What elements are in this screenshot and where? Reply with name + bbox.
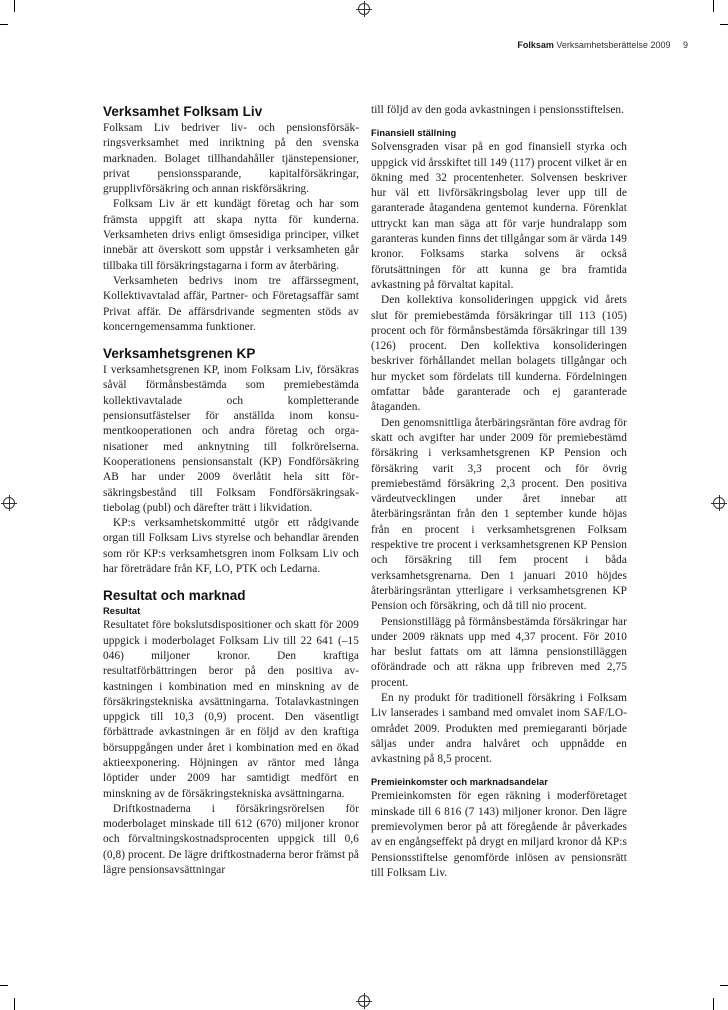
paragraph: Resultatet före bokslutsdispositioner och skatt för 2009 uppgick i moderbolaget Folksam Liv till 22 641 (–15 046) miljoner kronor. Den kraftiga resultatförbättringen beror på den positiva avkastningen i kombination med en minskning av de försäkringstekniska avsättningarna. Totalavkastningen uppgick till 10,3 (0,9) procent. Den väsentligt förbättrade avkastningen är en följd av den kraftiga börsuppgången under året i kombination med en ökad aktieexponering. Höjningen av räntor med långa löptider under 2009 har samtidigt medfört en minskning av de försäkringstekniska avsättningarna. (103, 619, 359, 800)
crop-mark (0, 24, 8, 25)
crop-mark (0, 985, 8, 986)
registration-mark-icon (358, 995, 370, 1007)
paragraph: I verksamhetsgrenen KP, inom Folksam Liv, försäkras såväl förmånsbestämda som premiebestämda kollektivavtalade och kompletterande pensionsutfästelser för anställda inom konsumentkooperationen och andra företag och organisationer med anknytning till folkrörelserna. Kooperationens pensionsanstalt (KP) Fondförsäkring AB har under 2009 överlåtit hela sitt försäkringsbestånd till Folksam Fondförsäkringsaktiebolag (publ) och därefter trätt i likvidation. (103, 364, 359, 514)
right-column (371, 103, 627, 881)
registration-mark-icon (3, 497, 15, 509)
left-column (103, 103, 359, 878)
paragraph: KP:s verksamhetskommitté utgör ett rådgivande organ till Folksam Livs styrelse och behandlar ärenden som rör KP:s verksamhetsgren inom Folksam Liv och har företrädare från KF, LO, PTK och Ledarna. (103, 517, 359, 576)
registration-mark-icon (358, 3, 370, 15)
header-brand: Folksam (517, 40, 554, 50)
section-heading-kp: Verksamhetsgrenen KP (103, 346, 256, 362)
crop-mark (720, 985, 728, 986)
subheading-resultat: Resultat (103, 606, 141, 617)
paragraph: Den genomsnittliga återbäringsräntan före avdrag för skatt och avgifter har under 2009 för premiebestämd försäkring i verksamhetsgrenen KP Pension och försäkring varit 3,3 procent och för övrig premiebestämd försäkring 2,3 procent. Den positiva värdeutvecklingen under året innebar att återbäringsräntan från den 1 september kunde höjas från en procent i verksamhetsgrenen Folksam respektive tre procent i verksamhetsgrenen KP Pension och försäkring till fem procent i båda verksamhetsgrenarna. Den 1 januari 2010 höjdes återbäringsräntan ytterligare i verksamhetsgrenen KP Pension och försäkring, och då till nio procent. (371, 416, 627, 613)
paragraph: Premieinkomsten för egen räkning i moderföretaget minskade till 6 816 (7 143) miljoner kronor. Den lägre premievolymen beror på att föregående år påverkades av en engångseffekt på drygt en miljard kronor då KP:s Pensionsstiftelse genomförde inlösen av pensionsrätt till Folksam Liv. (371, 790, 627, 879)
crop-mark (713, 998, 714, 1010)
paragraph: Solvensgraden visar på en god finansiell styrka och uppgick vid årsskiftet till 149 (117) procent vilket är en ökning med 32 procentenheter. Solvensen beskriver hur väl ett livförsäkringsbolag lever upp till de garanterade åtagandena gentemot kunderna. Förenklat uttryckt kan man säga att för varje hundralapp som garanteras kunden finns det tillgångar som är värda 149 kronor. Folksams starka solvens är också förutsättningen för att kunna ge bra framtida avkastning på förvaltat kapital. (371, 141, 627, 291)
crop-mark (720, 24, 728, 25)
paragraph: Folksam Liv är ett kundägt företag och har som främsta uppgift att skapa nytta för kunderna. Verksamheten drivs enligt ömsesidiga principer, vilket innebär att överskott som uppstår i verksamheten går tillbaka till försäkringstagarna i form av återbäring. (103, 198, 359, 272)
section-heading-verksamhet: Verksamhet Folksam Liv (103, 104, 263, 119)
crop-mark (14, 0, 15, 12)
paragraph: Verksamheten bedrivs inom tre affärssegment, Kollektivavtalad affär, Partner- och Företagsaffär samt Privat affär. De affärsdrivande segmenten stöds av koncerngemensamma funktioner. (103, 274, 359, 333)
paragraph: En ny produkt för traditionell försäkring i Folksam Liv lanserades i samband med omvalet inom SAF/LO-området 2009. Produkten med premiegaranti började säljas under andra halvåret och uppnådde en avkastning på 8,5 procent. (371, 691, 627, 766)
subheading-premieinkomster: Premieinkomster och marknadsandelar (371, 777, 548, 788)
paragraph: till följd av den goda avkastningen i pensionsstiftelsen. (371, 104, 625, 116)
paragraph: Pensionstillägg på förmånsbestämda försäkringar har under 2009 räknats upp med 4,37 procent. För 2010 har beslut fattats om att lämna pensionstilläggen oförändrade och att räkna upp fribreven med 2,75 procent. (371, 615, 627, 689)
paragraph: Den kollektiva konsolideringen uppgick vid årets slut för premiebestämda försäkringar till 113 (105) procent och för förmånsbestämda försäkringar till 139 (126) procent. Den kollektiva konsolideringen beskriver förhållandet mellan bolagets tillgångar och hur mycket som fördelats till kunderna. Fördelningen omfattar både garanterade och ej garanterade åtaganden. (371, 294, 627, 414)
paragraph: Folksam Liv bedriver liv- och pensionsförsäkringsverksamhet med inriktning på den svenska marknaden. Bolaget tillhandahåller tjänstepensioner, privat pensionssparande, kapitalförsäkringar, grupplivförsäkring och annan riskförsäkring. (103, 122, 359, 196)
running-header (420, 40, 688, 50)
section-heading-resultat-och-marknad: Resultat och marknad (103, 588, 246, 604)
crop-mark (14, 998, 15, 1010)
page-number: 9 (682, 40, 688, 50)
crop-mark (713, 0, 714, 12)
subheading-finansiell-stallning: Finansiell ställning (371, 128, 457, 139)
header-report-title: Verksamhetsberättelse 2009 (556, 40, 671, 50)
paragraph: Driftkostnaderna i försäkringsrörelsen för moderbolaget minskade till 612 (670) miljoner kronor och förvaltningskostnadsprocenten uppgick till 0,6 (0,8) procent. De lägre driftkostnaderna beror främst på lägre pensionsavsättningar (103, 802, 359, 877)
registration-mark-icon (713, 497, 725, 509)
